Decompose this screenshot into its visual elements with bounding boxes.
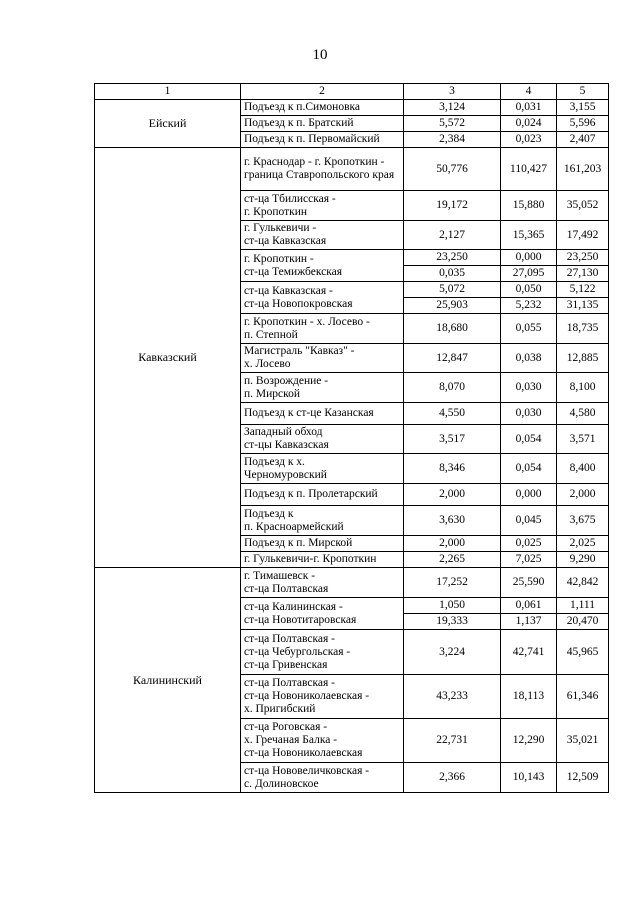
value-c4: 15,880 — [501, 191, 557, 221]
value-c4: 0,023 — [501, 132, 557, 148]
value-c5: 2,025 — [557, 536, 609, 552]
road-name: ст-ца Тбилисская - г. Кропоткин — [241, 191, 404, 221]
value-c5: 18,735 — [557, 314, 609, 344]
column-header: 2 — [241, 84, 404, 100]
table-row — [95, 100, 609, 116]
road-name: Западный обход ст-цы Кавказская — [241, 425, 404, 454]
district-name: Калининский — [95, 568, 241, 793]
value-c4: 0,030 — [501, 373, 557, 403]
road-name: ст-ца Кавказская - ст-ца Новопокровская — [241, 282, 404, 314]
value-c3: 50,776 — [404, 148, 501, 191]
value-c5b: 27,130 — [557, 266, 609, 282]
column-header: 4 — [501, 84, 557, 100]
road-name: Подъезд к п. Красноармейский — [241, 506, 404, 536]
value-c5: 8,400 — [557, 454, 609, 484]
road-name: Подъезд к ст-це Казанская — [241, 403, 404, 425]
value-c4: 10,143 — [501, 763, 557, 793]
road-name: Подъезд к х. Черномуровский — [241, 454, 404, 484]
road-name: г. Гулькевичи - ст-ца Кавказская — [241, 221, 404, 250]
value-c5: 161,203 — [557, 148, 609, 191]
value-c5: 5,122 — [557, 282, 609, 298]
value-c5: 12,885 — [557, 344, 609, 373]
value-c4: 0,054 — [501, 454, 557, 484]
header-row — [95, 84, 609, 100]
road-name: Подъезд к п. Первомайский — [241, 132, 404, 148]
value-c3: 5,072 — [404, 282, 501, 298]
value-c5: 17,492 — [557, 221, 609, 250]
road-name: Магистраль "Кавказ" - х. Лосево — [241, 344, 404, 373]
value-c3: 8,346 — [404, 454, 501, 484]
value-c4: 110,427 — [501, 148, 557, 191]
value-c3: 22,731 — [404, 719, 501, 763]
value-c5: 3,571 — [557, 425, 609, 454]
column-header: 3 — [404, 84, 501, 100]
road-name: ст-ца Роговская - х. Гречаная Балка - ст-ца Новониколаевская — [241, 719, 404, 763]
value-c4: 0,061 — [501, 598, 557, 614]
value-c5: 35,052 — [557, 191, 609, 221]
value-c3: 2,366 — [404, 763, 501, 793]
value-c3: 2,000 — [404, 484, 501, 506]
road-name: г. Тимашевск - ст-ца Полтавская — [241, 568, 404, 598]
value-c4: 0,045 — [501, 506, 557, 536]
value-c5: 45,965 — [557, 630, 609, 675]
column-header: 5 — [557, 84, 609, 100]
value-c5: 35,021 — [557, 719, 609, 763]
table-row — [95, 568, 609, 598]
value-c5: 5,596 — [557, 116, 609, 132]
road-name: Подъезд к п. Пролетарский — [241, 484, 404, 506]
value-c4b: 1,137 — [501, 614, 557, 630]
roads-table — [94, 83, 609, 793]
value-c5: 4,580 — [557, 403, 609, 425]
value-c3: 3,630 — [404, 506, 501, 536]
value-c4b: 27,095 — [501, 266, 557, 282]
value-c5: 2,407 — [557, 132, 609, 148]
value-c5: 23,250 — [557, 250, 609, 266]
value-c3: 8,070 — [404, 373, 501, 403]
value-c3: 5,572 — [404, 116, 501, 132]
value-c4b: 5,232 — [501, 298, 557, 314]
value-c5: 1,111 — [557, 598, 609, 614]
value-c3: 43,233 — [404, 675, 501, 719]
value-c4: 0,024 — [501, 116, 557, 132]
value-c5b: 20,470 — [557, 614, 609, 630]
road-name: г. Краснодар - г. Кропоткин - граница Ставропольского края — [241, 148, 404, 191]
value-c3: 1,050 — [404, 598, 501, 614]
value-c5: 9,290 — [557, 552, 609, 568]
value-c3: 2,000 — [404, 536, 501, 552]
page-number: 10 — [312, 47, 328, 63]
value-c4: 0,038 — [501, 344, 557, 373]
value-c3: 17,252 — [404, 568, 501, 598]
column-header: 1 — [95, 84, 241, 100]
value-c3b: 19,333 — [404, 614, 501, 630]
road-name: г. Кропоткин - х. Лосево - п. Степной — [241, 314, 404, 344]
value-c5: 61,346 — [557, 675, 609, 719]
value-c5: 8,100 — [557, 373, 609, 403]
value-c4: 42,741 — [501, 630, 557, 675]
value-c3: 19,172 — [404, 191, 501, 221]
value-c5b: 31,135 — [557, 298, 609, 314]
value-c3: 12,847 — [404, 344, 501, 373]
value-c4: 0,031 — [501, 100, 557, 116]
value-c4: 0,000 — [501, 250, 557, 266]
value-c3b: 25,903 — [404, 298, 501, 314]
value-c3: 2,265 — [404, 552, 501, 568]
value-c5: 3,675 — [557, 506, 609, 536]
value-c5: 3,155 — [557, 100, 609, 116]
road-name: г. Гулькевичи-г. Кропоткин — [241, 552, 404, 568]
value-c4: 15,365 — [501, 221, 557, 250]
road-name: ст-ца Полтавская - ст-ца Новониколаевская - х. Пригибский — [241, 675, 404, 719]
value-c3: 3,517 — [404, 425, 501, 454]
road-name: г. Кропоткин - ст-ца Темижбекская — [241, 250, 404, 282]
value-c4: 0,050 — [501, 282, 557, 298]
district-name: Ейский — [95, 100, 241, 148]
value-c4: 0,030 — [501, 403, 557, 425]
value-c4: 18,113 — [501, 675, 557, 719]
road-name: Подъезд к п.Симоновка — [241, 100, 404, 116]
value-c4: 25,590 — [501, 568, 557, 598]
road-name: Подъезд к п. Братский — [241, 116, 404, 132]
district-name: Кавказский — [95, 148, 241, 568]
road-name: п. Возрождение - п. Мирской — [241, 373, 404, 403]
value-c4: 0,025 — [501, 536, 557, 552]
value-c3b: 0,035 — [404, 266, 501, 282]
value-c3: 3,224 — [404, 630, 501, 675]
road-name: ст-ца Полтавская - ст-ца Чебургольская - ст-ца Гривенская — [241, 630, 404, 675]
road-name: ст-ца Нововеличковская - с. Долиновское — [241, 763, 404, 793]
value-c3: 4,550 — [404, 403, 501, 425]
value-c3: 3,124 — [404, 100, 501, 116]
value-c3: 23,250 — [404, 250, 501, 266]
value-c3: 2,384 — [404, 132, 501, 148]
table-row — [95, 148, 609, 191]
value-c5: 12,509 — [557, 763, 609, 793]
value-c3: 18,680 — [404, 314, 501, 344]
road-name: ст-ца Калининская - ст-ца Новотитаровская — [241, 598, 404, 630]
value-c4: 12,290 — [501, 719, 557, 763]
value-c4: 0,000 — [501, 484, 557, 506]
value-c4: 0,055 — [501, 314, 557, 344]
road-name: Подъезд к п. Мирской — [241, 536, 404, 552]
value-c3: 2,127 — [404, 221, 501, 250]
value-c5: 2,000 — [557, 484, 609, 506]
value-c4: 0,054 — [501, 425, 557, 454]
value-c5: 42,842 — [557, 568, 609, 598]
value-c4: 7,025 — [501, 552, 557, 568]
